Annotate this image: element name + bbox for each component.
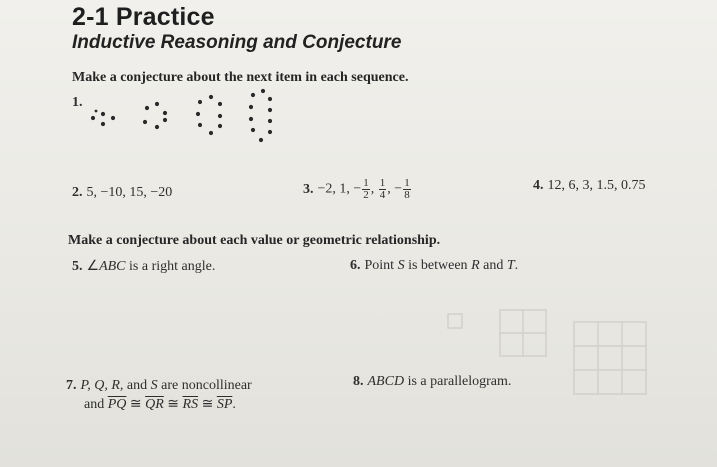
- problem-2-sequence: 5, −10, 15, −20: [86, 185, 173, 200]
- fraction-one-fourth: $\frac{1}{4}$: [379, 177, 386, 201]
- page-subtitle: Inductive Reasoning and Conjecture: [72, 32, 402, 53]
- problem-8: 8. ABCD is a parallelogram.: [353, 374, 512, 389]
- dot-figure-4: [249, 89, 272, 142]
- problem-7-line-2: and $\overline{PQ}$ ≅ $\overline{QR}$ ≅ $\overline{RS}$ ≅ $\overline{SP}$.: [84, 397, 236, 412]
- bleed-through-grid: [440, 300, 670, 410]
- problem-6: 6. Point S is between R and T.: [350, 258, 519, 273]
- problem-2: 2. 5, −10, 15, −20: [72, 185, 173, 200]
- problem-3: 3. −2, 1, − $\frac{1}{2}$ , $\frac{1}{4}$ , − $\frac{1}{8}$: [303, 177, 410, 201]
- dot-figure-2: [143, 102, 167, 129]
- segment-rs: $\overline{RS}$: [182, 397, 199, 412]
- dot-pattern-figure: [60, 80, 290, 150]
- page-title: 2-1 Practice: [72, 3, 215, 31]
- segment-qr: $\overline{QR}$: [145, 397, 164, 412]
- segment-sp: $\overline{SP}$: [216, 397, 233, 412]
- problem-7-line-1: 7. P, Q, R, and S are noncollinear: [66, 378, 252, 393]
- fraction-one-eighth: $\frac{1}{8}$: [404, 177, 410, 201]
- dot-figure-3: [196, 95, 222, 135]
- dot-figure-1: [91, 110, 115, 127]
- fraction-one-half: $\frac{1}{2}$: [363, 177, 369, 201]
- problem-5: 5. ∠ABC is a right angle.: [72, 259, 216, 274]
- problem-4-sequence: 12, 6, 3, 1.5, 0.75: [547, 178, 646, 193]
- segment-pq: $\overline{PQ}$: [107, 397, 127, 412]
- problem-1-number: 1.: [72, 95, 83, 110]
- section1-instruction: Make a conjecture about the next item in each sequence.: [72, 70, 409, 85]
- section2-instruction: Make a conjecture about each value or geometric relationship.: [68, 233, 441, 248]
- problem-4: 4. 12, 6, 3, 1.5, 0.75: [533, 178, 646, 193]
